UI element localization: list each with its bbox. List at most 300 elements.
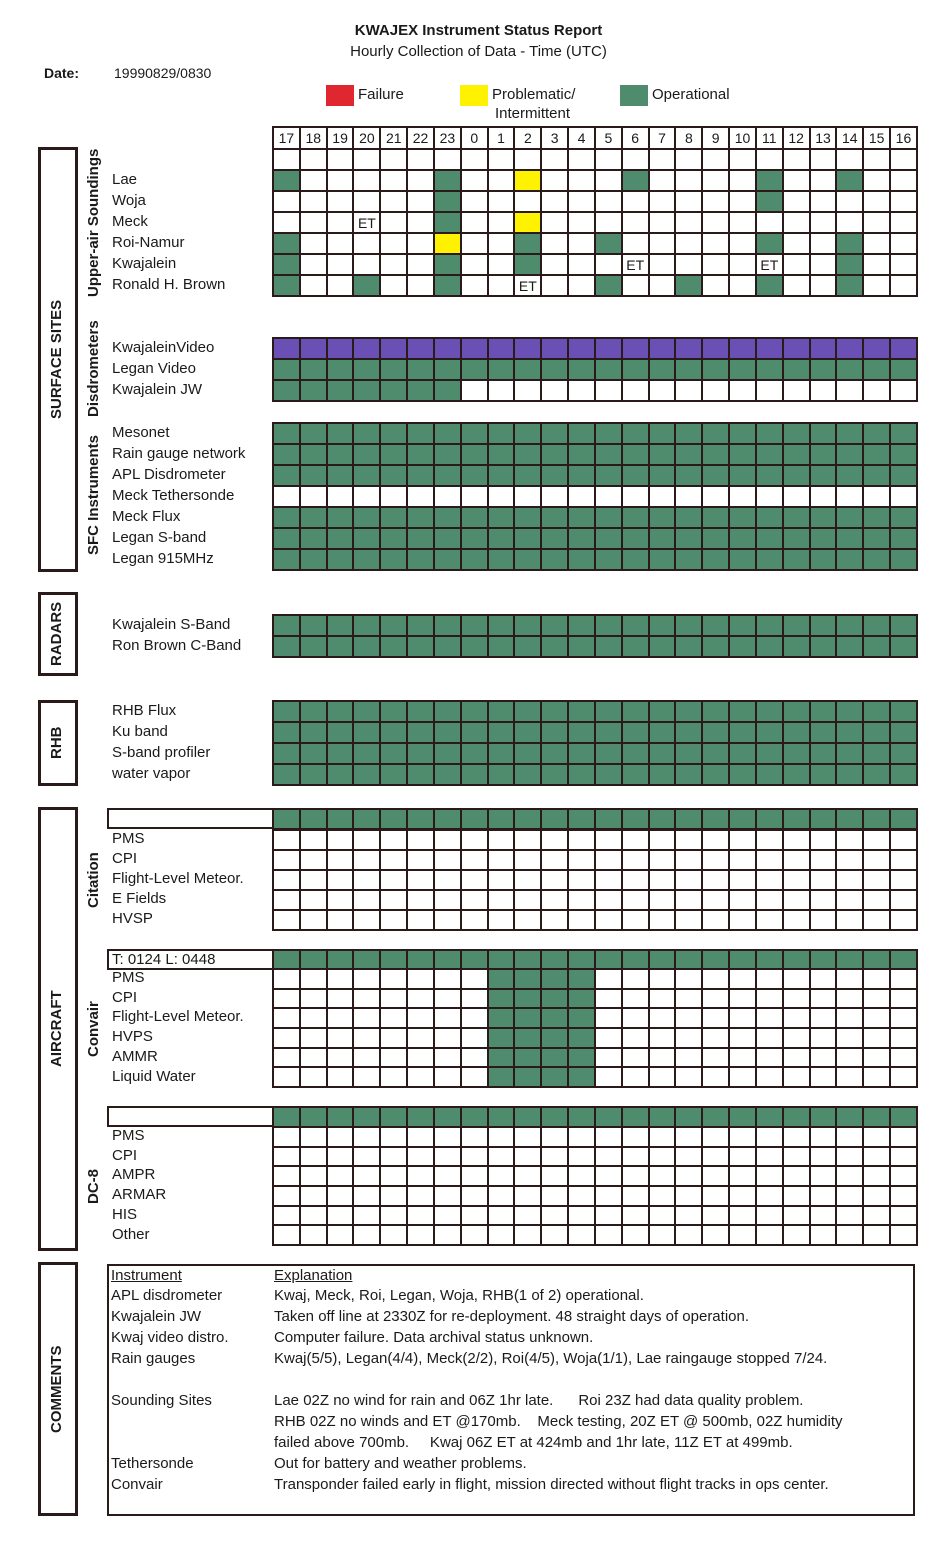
status-cell xyxy=(541,549,568,570)
status-cell xyxy=(649,870,676,890)
status-cell xyxy=(353,233,380,254)
status-cell xyxy=(300,359,327,380)
status-cell xyxy=(836,444,863,465)
status-cell xyxy=(273,950,300,970)
status-cell xyxy=(756,233,783,254)
status-cell xyxy=(300,1107,327,1127)
status-cell xyxy=(890,1107,917,1127)
status-cell xyxy=(595,1048,622,1068)
status-cell xyxy=(756,212,783,233)
hour-header-cell: 4 xyxy=(568,127,595,149)
status-cell xyxy=(300,149,327,170)
status-cell xyxy=(273,423,300,444)
status-cell xyxy=(729,969,756,989)
status-cell xyxy=(541,1127,568,1147)
status-cell xyxy=(622,275,649,296)
status-cell xyxy=(434,275,461,296)
status-cell xyxy=(810,191,837,212)
status-cell xyxy=(810,910,837,930)
status-cell xyxy=(863,890,890,910)
status-cell xyxy=(380,636,407,657)
status-cell xyxy=(568,423,595,444)
status-cell xyxy=(380,465,407,486)
status-cell xyxy=(407,615,434,636)
status-cell xyxy=(407,969,434,989)
hour-header-cell: 13 xyxy=(810,127,837,149)
status-cell xyxy=(327,1028,354,1048)
status-cell xyxy=(836,1166,863,1186)
status-cell xyxy=(568,465,595,486)
status-cell xyxy=(729,830,756,850)
status-cell xyxy=(810,275,837,296)
status-cell xyxy=(756,338,783,359)
status-cell xyxy=(327,444,354,465)
status-grid xyxy=(272,422,918,571)
section-label: SURFACE SITES xyxy=(48,299,65,420)
status-cell xyxy=(327,191,354,212)
status-cell xyxy=(488,507,515,528)
status-cell xyxy=(810,1225,837,1245)
status-cell xyxy=(461,549,488,570)
status-cell xyxy=(649,1186,676,1206)
status-cell xyxy=(595,1147,622,1167)
status-cell xyxy=(595,465,622,486)
status-cell xyxy=(434,191,461,212)
status-cell xyxy=(300,722,327,743)
status-cell xyxy=(675,1127,702,1147)
status-cell xyxy=(622,1008,649,1028)
status-cell xyxy=(273,549,300,570)
status-cell xyxy=(568,850,595,870)
instrument-label: ARMAR xyxy=(112,1186,167,1204)
instrument-label: RHB Flux xyxy=(112,702,177,719)
status-cell xyxy=(810,1186,837,1206)
status-cell xyxy=(568,1048,595,1068)
status-cell xyxy=(327,423,354,444)
status-cell xyxy=(514,1186,541,1206)
status-cell xyxy=(380,528,407,549)
status-cell xyxy=(541,486,568,507)
status-cell xyxy=(353,764,380,785)
status-cell xyxy=(380,764,407,785)
instrument-row xyxy=(273,890,917,910)
status-cell xyxy=(568,1166,595,1186)
status-cell xyxy=(434,444,461,465)
status-cell xyxy=(649,549,676,570)
status-cell xyxy=(783,830,810,850)
status-cell xyxy=(783,507,810,528)
status-cell xyxy=(488,423,515,444)
status-cell xyxy=(729,465,756,486)
status-cell xyxy=(300,507,327,528)
status-cell xyxy=(541,1206,568,1226)
hour-header-cell: 16 xyxy=(890,127,917,149)
status-cell xyxy=(622,950,649,970)
status-cell xyxy=(729,380,756,401)
status-cell xyxy=(595,1067,622,1087)
hour-header-cell: 22 xyxy=(407,127,434,149)
instrument-label: CPI xyxy=(112,850,138,867)
status-cell xyxy=(488,722,515,743)
status-cell xyxy=(353,870,380,890)
status-cell xyxy=(353,1028,380,1048)
status-cell xyxy=(380,423,407,444)
status-cell xyxy=(273,254,300,275)
status-cell xyxy=(729,507,756,528)
status-cell xyxy=(783,870,810,890)
status-cell xyxy=(300,275,327,296)
status-cell xyxy=(702,465,729,486)
section-label: RHB xyxy=(48,726,65,760)
status-cell xyxy=(488,870,515,890)
status-cell xyxy=(327,1166,354,1186)
status-cell xyxy=(568,1225,595,1245)
status-cell xyxy=(568,254,595,275)
status-cell xyxy=(407,1225,434,1245)
status-cell xyxy=(756,191,783,212)
status-cell xyxy=(836,170,863,191)
status-cell xyxy=(595,191,622,212)
status-cell xyxy=(568,1107,595,1127)
status-cell xyxy=(595,701,622,722)
status-cell xyxy=(702,890,729,910)
status-cell xyxy=(863,1206,890,1226)
status-cell xyxy=(622,149,649,170)
status-cell xyxy=(300,890,327,910)
status-cell xyxy=(783,149,810,170)
status-cell xyxy=(461,636,488,657)
status-cell xyxy=(568,528,595,549)
status-cell xyxy=(649,1048,676,1068)
status-cell xyxy=(353,636,380,657)
status-cell xyxy=(810,1107,837,1127)
status-cell xyxy=(300,615,327,636)
status-cell xyxy=(434,1186,461,1206)
status-cell xyxy=(407,338,434,359)
status-cell xyxy=(514,549,541,570)
status-grid xyxy=(272,808,918,830)
status-cell xyxy=(702,1127,729,1147)
status-cell xyxy=(675,212,702,233)
status-cell xyxy=(488,359,515,380)
status-cell xyxy=(461,1225,488,1245)
comment-explanation: Out for battery and weather problems. xyxy=(274,1455,527,1472)
status-cell xyxy=(836,1186,863,1206)
status-cell xyxy=(595,764,622,785)
status-cell xyxy=(810,380,837,401)
status-cell xyxy=(514,1147,541,1167)
status-cell xyxy=(568,809,595,829)
status-cell xyxy=(729,444,756,465)
instrument-row xyxy=(273,549,917,570)
status-cell xyxy=(622,1186,649,1206)
status-cell xyxy=(836,910,863,930)
status-cell xyxy=(729,989,756,1009)
status-cell xyxy=(273,1048,300,1068)
status-cell xyxy=(327,890,354,910)
status-cell xyxy=(783,1147,810,1167)
status-cell xyxy=(300,1225,327,1245)
group-label-sfc-instruments: SFC Instruments xyxy=(85,435,102,556)
instrument-row xyxy=(273,830,917,850)
status-cell xyxy=(783,170,810,191)
status-cell xyxy=(407,423,434,444)
instrument-row xyxy=(273,1166,917,1186)
status-cell xyxy=(488,191,515,212)
hour-header-cell: 20 xyxy=(353,127,380,149)
status-cell xyxy=(810,486,837,507)
status-cell xyxy=(810,465,837,486)
status-cell xyxy=(729,423,756,444)
status-cell xyxy=(702,1008,729,1028)
status-cell xyxy=(595,1186,622,1206)
instrument-row xyxy=(273,722,917,743)
legend-label: Operational xyxy=(652,86,730,103)
status-cell xyxy=(810,850,837,870)
status-cell xyxy=(461,1206,488,1226)
status-cell xyxy=(327,486,354,507)
status-cell xyxy=(595,380,622,401)
status-cell xyxy=(810,743,837,764)
status-cell xyxy=(273,1107,300,1127)
status-cell xyxy=(622,870,649,890)
status-cell xyxy=(783,1028,810,1048)
status-cell xyxy=(327,870,354,890)
status-cell xyxy=(300,191,327,212)
status-cell xyxy=(488,830,515,850)
status-cell xyxy=(729,636,756,657)
status-cell xyxy=(514,486,541,507)
status-cell xyxy=(890,1008,917,1028)
instrument-label: Meck Flux xyxy=(112,508,181,525)
status-cell xyxy=(568,830,595,850)
hour-header-cell: 14 xyxy=(836,127,863,149)
instrument-row xyxy=(273,1028,917,1048)
status-cell xyxy=(675,950,702,970)
status-cell xyxy=(702,507,729,528)
status-cell xyxy=(568,1067,595,1087)
instrument-label: HIS xyxy=(112,1205,138,1223)
status-cell xyxy=(327,830,354,850)
status-cell xyxy=(810,233,837,254)
status-cell xyxy=(488,743,515,764)
status-cell xyxy=(541,1107,568,1127)
status-cell xyxy=(675,910,702,930)
status-cell xyxy=(622,212,649,233)
status-cell xyxy=(461,465,488,486)
status-cell xyxy=(836,212,863,233)
status-cell xyxy=(568,636,595,657)
hour-header-cell: 21 xyxy=(380,127,407,149)
status-cell xyxy=(595,743,622,764)
status-cell xyxy=(675,359,702,380)
status-cell xyxy=(729,1225,756,1245)
status-cell xyxy=(675,1028,702,1048)
status-cell xyxy=(380,989,407,1009)
status-cell xyxy=(514,969,541,989)
status-cell xyxy=(488,1048,515,1068)
status-cell xyxy=(863,149,890,170)
status-cell xyxy=(649,910,676,930)
status-cell xyxy=(783,212,810,233)
status-cell xyxy=(541,275,568,296)
status-cell xyxy=(568,359,595,380)
status-cell xyxy=(863,444,890,465)
status-cell xyxy=(622,989,649,1009)
status-cell xyxy=(675,850,702,870)
status-cell xyxy=(434,764,461,785)
status-cell xyxy=(380,380,407,401)
status-cell xyxy=(488,1008,515,1028)
status-cell xyxy=(300,1008,327,1028)
status-cell xyxy=(702,1028,729,1048)
status-cell xyxy=(568,486,595,507)
status-cell xyxy=(514,722,541,743)
status-cell xyxy=(863,989,890,1009)
instrument-label: Woja xyxy=(112,192,146,209)
status-cell xyxy=(729,170,756,191)
status-cell xyxy=(702,1067,729,1087)
status-cell xyxy=(649,830,676,850)
status-cell xyxy=(568,338,595,359)
status-cell xyxy=(353,338,380,359)
status-cell xyxy=(353,950,380,970)
status-cell xyxy=(541,1225,568,1245)
status-cell xyxy=(461,701,488,722)
status-cell xyxy=(649,149,676,170)
status-cell xyxy=(327,359,354,380)
status-cell xyxy=(461,233,488,254)
status-cell xyxy=(488,1166,515,1186)
status-cell xyxy=(783,254,810,275)
status-cell xyxy=(702,275,729,296)
status-cell xyxy=(810,969,837,989)
status-cell xyxy=(273,743,300,764)
status-cell xyxy=(622,359,649,380)
status-cell xyxy=(353,850,380,870)
instrument-row xyxy=(273,1186,917,1206)
status-cell xyxy=(541,743,568,764)
status-cell xyxy=(756,1008,783,1028)
status-cell xyxy=(783,423,810,444)
status-cell xyxy=(327,1186,354,1206)
status-cell xyxy=(595,1028,622,1048)
status-cell xyxy=(461,1028,488,1048)
status-cell xyxy=(273,486,300,507)
status-cell xyxy=(595,989,622,1009)
status-cell xyxy=(327,528,354,549)
instrument-row xyxy=(273,254,917,275)
status-cell xyxy=(756,950,783,970)
status-cell xyxy=(595,549,622,570)
status-cell xyxy=(810,507,837,528)
instrument-label: Flight-Level Meteor. xyxy=(112,870,244,887)
hour-header-cell: 5 xyxy=(595,127,622,149)
status-cell xyxy=(783,465,810,486)
comment-explanation: RHB 02Z no winds and ET @170mb. Meck testing, 20Z ET @ 500mb, 02Z humidity xyxy=(274,1413,843,1430)
status-cell xyxy=(863,275,890,296)
status-cell xyxy=(783,444,810,465)
status-cell xyxy=(514,1028,541,1048)
status-cell xyxy=(702,444,729,465)
status-cell xyxy=(675,1166,702,1186)
section-label: RADARS xyxy=(48,601,65,667)
status-cell xyxy=(702,380,729,401)
status-cell xyxy=(300,743,327,764)
status-cell xyxy=(729,764,756,785)
status-cell xyxy=(353,191,380,212)
status-cell xyxy=(810,1147,837,1167)
instrument-label: Flight-Level Meteor. xyxy=(112,1008,244,1026)
status-cell xyxy=(649,507,676,528)
status-cell xyxy=(810,890,837,910)
status-cell xyxy=(407,1166,434,1186)
status-cell xyxy=(300,1067,327,1087)
status-cell xyxy=(649,950,676,970)
status-cell xyxy=(488,850,515,870)
status-cell xyxy=(649,636,676,657)
status-cell xyxy=(675,338,702,359)
status-cell xyxy=(729,1147,756,1167)
status-cell xyxy=(810,615,837,636)
status-cell xyxy=(783,528,810,549)
status-cell xyxy=(675,830,702,850)
status-cell xyxy=(514,890,541,910)
comment-instrument: Tethersonde xyxy=(111,1455,194,1472)
status-cell xyxy=(702,850,729,870)
status-cell xyxy=(863,1225,890,1245)
status-cell xyxy=(353,989,380,1009)
instrument-row xyxy=(273,910,917,930)
status-cell xyxy=(407,764,434,785)
status-cell xyxy=(541,191,568,212)
status-cell xyxy=(300,950,327,970)
status-cell xyxy=(836,486,863,507)
status-cell xyxy=(890,1067,917,1087)
status-cell xyxy=(702,743,729,764)
status-cell xyxy=(783,890,810,910)
status-cell xyxy=(836,1206,863,1226)
status-cell xyxy=(863,528,890,549)
status-cell xyxy=(890,444,917,465)
status-cell xyxy=(622,850,649,870)
status-cell xyxy=(649,743,676,764)
status-cell xyxy=(300,212,327,233)
comment-explanation: Lae 02Z no wind for rain and 06Z 1hr late. Roi 23Z had data quality problem. xyxy=(274,1392,804,1409)
status-cell xyxy=(890,701,917,722)
status-cell xyxy=(434,549,461,570)
status-cell xyxy=(273,850,300,870)
status-cell xyxy=(273,212,300,233)
status-cell xyxy=(649,1225,676,1245)
status-cell xyxy=(514,870,541,890)
status-cell xyxy=(434,1067,461,1087)
status-cell xyxy=(327,254,354,275)
status-cell xyxy=(702,809,729,829)
instrument-row xyxy=(273,444,917,465)
status-cell xyxy=(300,380,327,401)
status-cell xyxy=(890,359,917,380)
status-cell xyxy=(890,615,917,636)
status-cell xyxy=(863,969,890,989)
status-cell xyxy=(407,910,434,930)
status-cell xyxy=(836,989,863,1009)
status-cell xyxy=(488,149,515,170)
status-cell xyxy=(783,636,810,657)
status-grid xyxy=(272,829,918,931)
status-cell xyxy=(622,170,649,191)
status-cell xyxy=(756,149,783,170)
